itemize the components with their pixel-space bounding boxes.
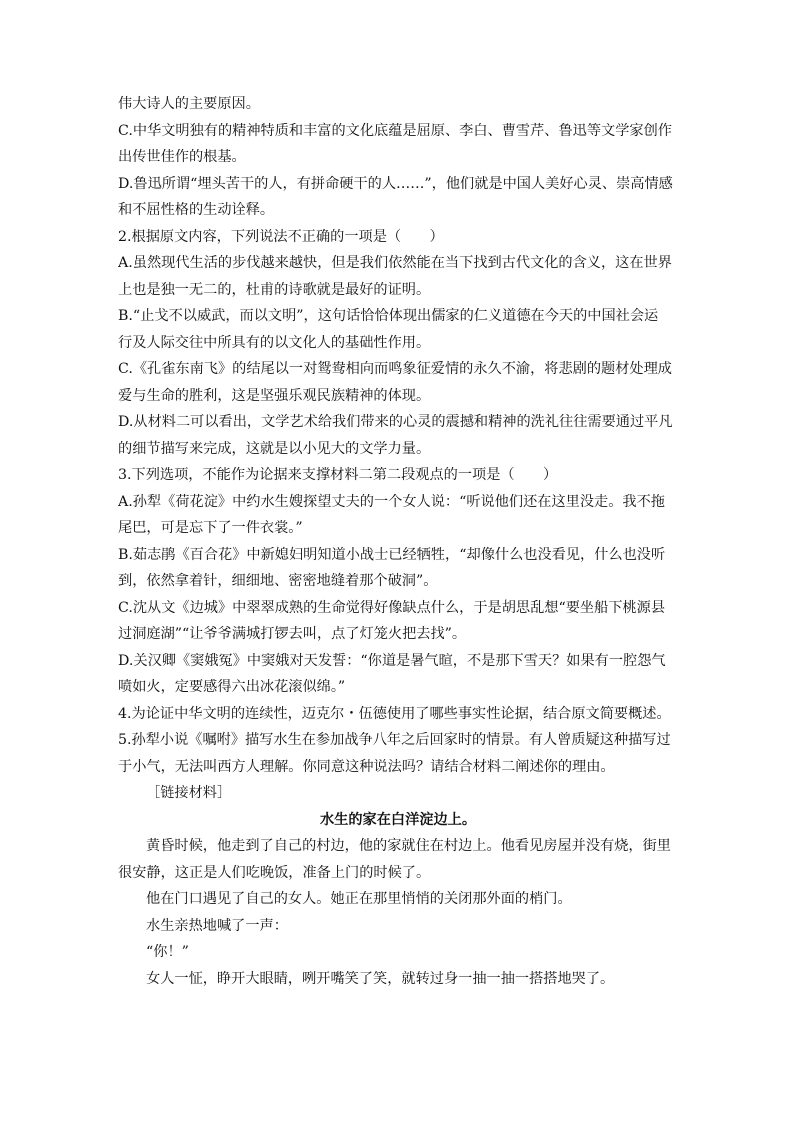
text-line: 行及人际交往中所具有的以文化人的基础性作用。 bbox=[118, 334, 431, 351]
option-c-line: C.《孔雀东南飞》的结尾以一对鸳鸯相向而鸣象征爱情的永久不渝，将悲剧的题材处理成 bbox=[118, 361, 672, 377]
option-c-line: C.中华文明独有的精神特质和丰富的文化底蕴是屈原、李白、曹雪芹、鲁迅等文学家创作 bbox=[118, 122, 672, 139]
text-line: 爱与生命的胜利，这是坚强乐观民族精神的体现。 bbox=[118, 387, 431, 404]
text-line: 喷如火，定要感得六出冰花滚似绵。” bbox=[118, 679, 346, 695]
text-line: 尾巴，可是忘下了一件衣裳。” bbox=[118, 520, 303, 536]
option-c-line: C.沈从文《边城》中翠翠成熟的生命觉得好像缺点什么，于是胡思乱想“要坐船下桃源县 bbox=[118, 599, 666, 616]
paragraph-line: 水生亲热地喊了一声： bbox=[146, 917, 288, 934]
text-line: 的细节描写来完成，这就是以小见大的文学力量。 bbox=[118, 440, 431, 457]
linked-material-label: ［链接材料］ bbox=[146, 785, 232, 801]
question-5: 5.孙犁小说《嘱咐》描写水生在参加战争八年之后回家时的情景。有人曾质疑这种描写过 bbox=[118, 732, 671, 748]
text-line: 上也是独一无二的，杜甫的诗歌就是最好的证明。 bbox=[118, 281, 431, 298]
option-d-line: D.关汉卿《窦娥冤》中窦娥对天发誓：“你道是暑气暄，不是那下雪天？如果有一腔怨气 bbox=[118, 652, 666, 669]
text-line: 和不屈性格的生动诠释。 bbox=[118, 202, 275, 218]
question-2: 2.根据原文内容，下列说法不正确的一项是（ ） bbox=[118, 228, 444, 245]
paragraph-line: 黄昏时候，他走到了自己的村边，他的家就住在村边上。他看见房屋并没有烧，街里 bbox=[146, 838, 671, 854]
text-line: 出传世佳作的根基。 bbox=[118, 149, 246, 165]
text-line: 于小气，无法叫西方人理解。你同意这种说法吗？请结合材料二阐述你的理由。 bbox=[118, 758, 615, 775]
option-d-line: D.鲁迅所谓“埋头苦干的人，有拼命硬干的人……”，他们就是中国人美好心灵、崇高情感 bbox=[118, 175, 673, 192]
question-3: 3.下列选项，不能作为论据来支撑材料二第二段观点的一项是（ ） bbox=[118, 467, 558, 483]
text-line: 过洞庭湖”“让爷爷满城打锣去叫，点了灯笼火把去找”。 bbox=[118, 626, 467, 642]
dialogue-line: “你！” bbox=[146, 944, 189, 960]
option-a-line: A.孙犁《荷花淀》中约水生嫂探望丈夫的一个女人说：“听说他们还在这里没走。我不拖 bbox=[118, 493, 665, 510]
paragraph-line: 他在门口遇见了自己的女人。她正在那里悄悄的关闭那外面的梢门。 bbox=[146, 891, 572, 907]
text-line: 伟大诗人的主要原因。 bbox=[118, 96, 260, 112]
option-a-line: A.虽然现代生活的步伐越来越快，但是我们依然能在当下找到古代文化的含义，这在世界 bbox=[118, 255, 672, 271]
linked-material-title: 水生的家在白洋淀边上。 bbox=[319, 811, 477, 828]
paragraph-line: 女人一怔，睁开大眼睛，咧开嘴笑了笑，就转过身一抽一抽一搭搭地哭了。 bbox=[146, 970, 615, 987]
paragraph-line: 很安静，这正是人们吃晚饭，准备上门的时候了。 bbox=[118, 864, 431, 881]
option-b-line: B.茹志鹃《百合花》中新媳妇明知道小战士已经牺牲，“却像什么也没看见，什么也没听 bbox=[118, 546, 666, 563]
option-d-line: D.从材料二可以看出，文学艺术给我们带来的心灵的震撼和精神的洗礼往往需要通过平凡 bbox=[118, 414, 673, 430]
option-b-line: B.“止戈不以威武，而以文明”，这句话恰恰体现出儒家的仁义道德在今天的中国社会运 bbox=[118, 308, 659, 324]
document-body bbox=[118, 91, 678, 992]
text-line: 到，依然拿着针，细细地、密密地缝着那个破洞”。 bbox=[118, 573, 438, 589]
question-4: 4.为论证中华文明的连续性，迈克尔・伍德使用了哪些事实性论据，结合原文简要概述。 bbox=[118, 705, 671, 722]
